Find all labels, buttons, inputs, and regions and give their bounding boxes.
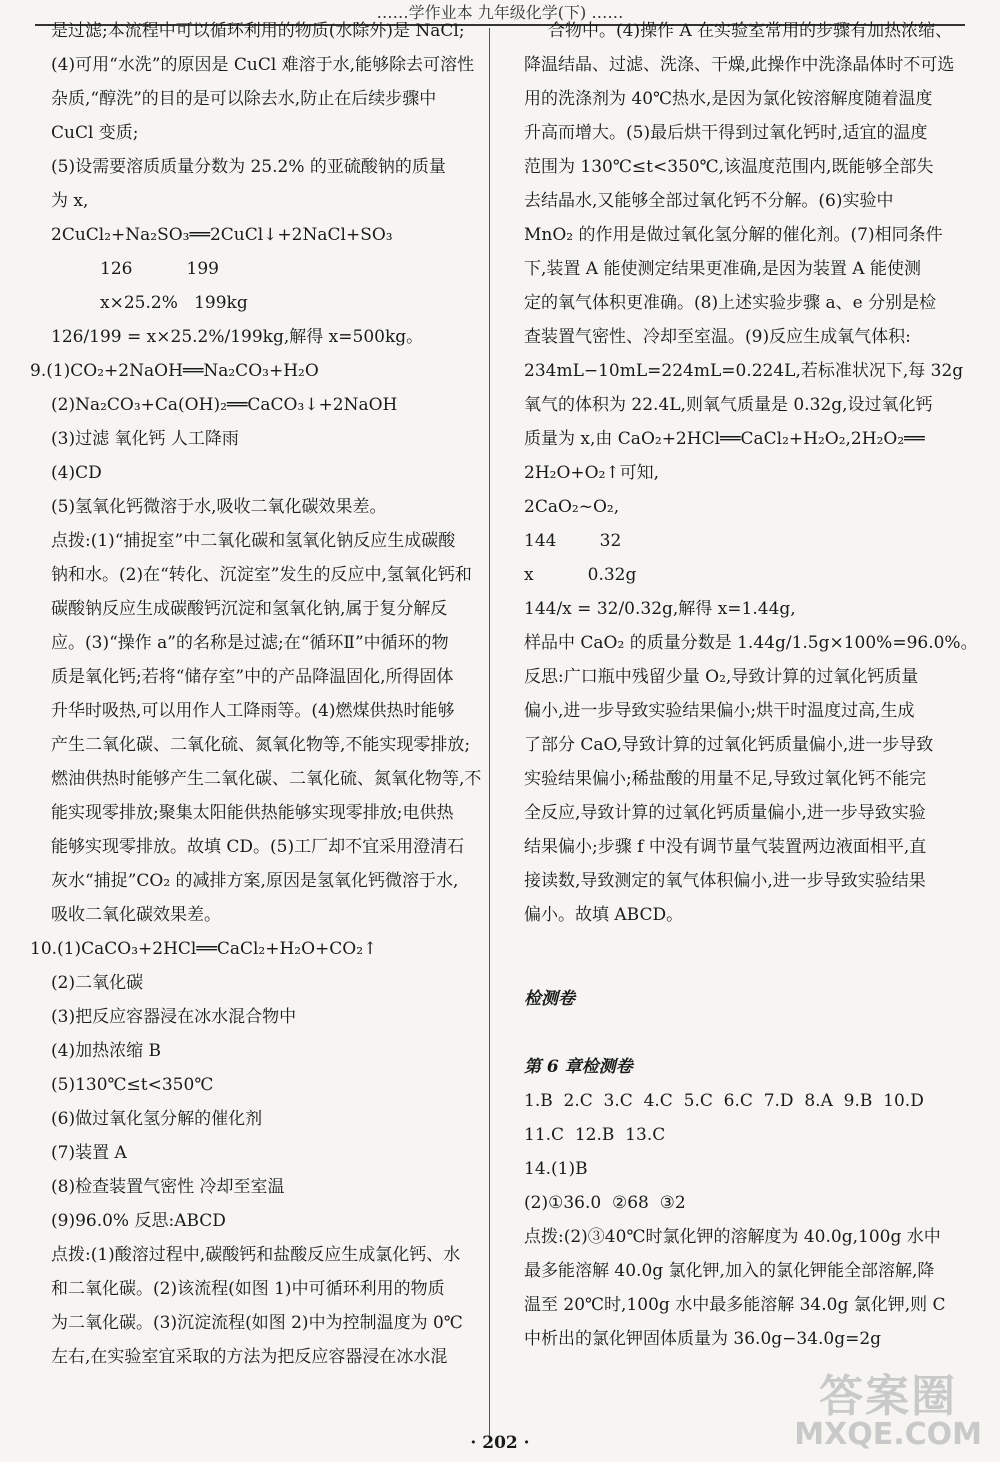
text-line: 灰水“捕捉”CO₂ 的减排方案,原因是氢氧化钙微溶于水, <box>51 871 459 891</box>
text-line: 偏小,进一步导致实验结果偏小;烘干时温度过高,生成 <box>524 701 915 721</box>
note-line: 点拨:(2)③40℃时氯化钾的溶解度为 40.0g,100g 水中 <box>524 1227 941 1247</box>
text-line: (4)加热浓缩 B <box>51 1041 161 1061</box>
question-10-line: 10.(1)CaCO₃+2HCl══CaCl₂+H₂O+CO₂↑ <box>30 939 378 959</box>
text-line: MnO₂ 的作用是做过氧化氢分解的催化剂。(7)相同条件 <box>524 225 943 245</box>
note-line: 最多能溶解 40.0g 氯化钾,加入的氯化钾能全部溶解,降 <box>524 1261 935 1281</box>
question-9-line: 9.(1)CO₂+2NaOH══Na₂CO₃+H₂O <box>30 361 319 381</box>
text-line: 234mL−10mL=224mL=0.224L,若标准状况下,每 32g <box>524 361 964 381</box>
text-line: (2)Na₂CO₃+Ca(OH)₂══CaCO₃↓+2NaOH <box>51 395 398 415</box>
text-line: 吸收二氧化碳效果差。 <box>51 905 221 925</box>
text-line: CuCl 变质; <box>51 123 139 143</box>
text-line: 为 x, <box>51 191 89 211</box>
column-divider <box>489 28 490 1438</box>
note-line: 点拨:(1)酸溶过程中,碳酸钙和盐酸反应生成氯化钙、水 <box>51 1245 461 1265</box>
right-column <box>524 14 978 1356</box>
answer-line: 14.(1)B <box>524 1159 588 1179</box>
text-line: 燃油供热时能够产生二氧化碳、二氧化硫、氮氧化物等,不 <box>51 769 482 789</box>
text-line: 是过滤;本流程中可以循环利用的物质(水除外)是 NaCl; <box>51 21 465 41</box>
fraction-line: 126/199 = x×25.2%/199kg,解得 x=500kg。 <box>51 327 424 347</box>
text-line: 下,装置 A 能使测定结果更准确,是因为装置 A 能使测 <box>524 259 921 279</box>
text-line: 去结晶水,又能够全部过氧化钙不分解。(6)实验中 <box>524 191 894 211</box>
text-line: 能够实现零排放。故填 CD。(5)工厂却不宜采用澄清石 <box>51 837 465 857</box>
text-line: (5)设需要溶质质量分数为 25.2% 的亚硫酸钠的质量 <box>51 157 446 177</box>
text-line: 升华时吸热,可以用作人工降雨等。(4)燃煤供热时能够 <box>51 701 455 721</box>
text-line: 质是氧化钙;若将“储存室”中的产品降温固化,所得固体 <box>51 667 454 687</box>
text-line: (5)130℃≤t<350℃ <box>51 1075 214 1095</box>
text-line: 杂质,“醇洗”的目的是可以除去水,防止在后续步骤中 <box>51 89 437 109</box>
answer-line: 1.B 2.C 3.C 4.C 5.C 6.C 7.D 8.A 9.B 10.D <box>524 1091 924 1111</box>
watermark-logo: 答案圈 <box>819 1371 958 1422</box>
text-line: 和二氧化碳。(2)该流程(如图 1)中可循环利用的物质 <box>51 1279 445 1299</box>
text-line: 查装置气密性、冷却至室温。(9)反应生成氧气体积: <box>524 327 911 347</box>
text-line: 为二氧化碳。(3)沉淀流程(如图 2)中为控制温度为 0℃ <box>51 1313 463 1333</box>
text-line: 降温结晶、过滤、洗涤、干燥,此操作中洗涤晶体时不可选 <box>524 55 955 75</box>
section-heading: 检测卷 <box>524 989 575 1009</box>
text-line: 范围为 130℃≤t<350℃,该温度范围内,既能够全部失 <box>524 157 934 177</box>
text-line: 接读数,导致测定的氧气体积偏小,进一步导致实验结果 <box>524 871 926 891</box>
calc-line: x×25.2% 199kg <box>46 293 248 313</box>
text-line: 结果偏小;步骤 f 中没有调节量气装置两边液面相平,直 <box>524 837 927 857</box>
text-line: (8)检查装置气密性 冷却至室温 <box>51 1177 285 1197</box>
text-line: (4)可用“水洗”的原因是 CuCl 难溶于水,能够除去可溶性 <box>51 55 475 75</box>
text-line: (5)氢氧化钙微溶于水,吸收二氧化碳效果差。 <box>51 497 387 517</box>
calc-line: 126 199 <box>46 259 219 279</box>
answer-line: (2)①36.0 ②68 ③2 <box>524 1193 686 1213</box>
text-line: 碳酸钠反应生成碳酸钙沉淀和氢氧化钠,属于复分解反 <box>51 599 448 619</box>
equation-line: 2CuCl₂+Na₂SO₃══2CuCl↓+2NaCl+SO₃ <box>51 225 393 245</box>
note-line: 中析出的氯化钾固体质量为 36.0g−34.0g=2g <box>524 1329 882 1349</box>
text-line: (9)96.0% 反思:ABCD <box>51 1211 226 1231</box>
calc-line: 144 32 <box>524 531 622 551</box>
left-column <box>30 14 482 1374</box>
text-line: 实验结果偏小;稀盐酸的用量不足,导致过氧化钙不能完 <box>524 769 927 789</box>
text-line: (7)装置 A <box>51 1143 127 1163</box>
text-line: 左右,在实验室宜采取的方法为把反应容器浸在冰水混 <box>51 1347 448 1367</box>
text-line: 2CaO₂~O₂, <box>524 497 620 517</box>
text-line: 偏小。故填 ABCD。 <box>524 905 684 925</box>
text-line: 钠和水。(2)在“转化、沉淀室”发生的反应中,氢氧化钙和 <box>51 565 472 585</box>
text-line: 反思:广口瓶中残留少量 O₂,导致计算的过氧化钙质量 <box>524 667 919 687</box>
text-line: (2)二氧化碳 <box>51 973 144 993</box>
text-line: 能实现零排放;聚集太阳能供热能够实现零排放;电供热 <box>51 803 454 823</box>
text-line: 用的洗涤剂为 40℃热水,是因为氯化铵溶解度随着温度 <box>524 89 933 109</box>
text-line: 定的氧气体积更准确。(8)上述实验步骤 a、e 分别是检 <box>524 293 937 313</box>
note-line: 点拨:(1)“捕捉室”中二氧化碳和氢氧化钠反应生成碳酸 <box>51 531 456 551</box>
note-line: 温至 20℃时,100g 水中最多能溶解 34.0g 氯化钾,则 C <box>524 1295 946 1315</box>
text-line: 应。(3)“操作 a”的名称是过滤;在“循环Ⅱ”中循环的物 <box>51 633 449 653</box>
text-line: 氧气的体积为 22.4L,则氧气质量是 0.32g,设过氧化钙 <box>524 395 933 415</box>
text-line: (3)把反应容器浸在冰水混合物中 <box>51 1007 297 1027</box>
spacer <box>524 932 944 982</box>
text-line: 质量为 x,由 CaO₂+2HCl══CaCl₂+H₂O₂,2H₂O₂══ <box>524 429 925 449</box>
text-line: (3)过滤 氧化钙 人工降雨 <box>51 429 239 449</box>
watermark-domain: MXQE.COM <box>794 1417 982 1452</box>
text-line: (4)CD <box>51 463 102 483</box>
chapter-heading: 第 6 章检测卷 <box>524 1057 633 1077</box>
text-line: 了部分 CaO,导致计算的过氧化钙质量偏小,进一步导致 <box>524 735 934 755</box>
header-title: ……学作业本 九年级化学(下) …… <box>376 3 624 22</box>
watermark <box>794 1371 982 1452</box>
text-line: 全反应,导致计算的过氧化钙质量偏小,进一步导致实验 <box>524 803 926 823</box>
text-line: 2H₂O+O₂↑可知, <box>524 463 660 483</box>
fraction-line: 样品中 CaO₂ 的质量分数是 1.44g/1.5g×100%=96.0%。 <box>524 633 978 653</box>
text-line: (6)做过氧化氢分解的催化剂 <box>51 1109 263 1129</box>
answer-line: 11.C 12.B 13.C <box>524 1125 666 1145</box>
text-line: 升高而增大。(5)最后烘干得到过氧化钙时,适宜的温度 <box>524 123 928 143</box>
calc-line: x 0.32g <box>524 565 637 585</box>
spacer <box>524 1016 944 1050</box>
text-line: 合物中。(4)操作 A 在实验室常用的步骤有加热浓缩、 <box>548 21 953 41</box>
fraction-line: 144/x = 32/0.32g,解得 x=1.44g, <box>524 599 796 619</box>
text-line: 产生二氧化碳、二氧化硫、氮氧化物等,不能实现零排放; <box>51 735 471 755</box>
page-number: · 202 · <box>470 1433 530 1453</box>
